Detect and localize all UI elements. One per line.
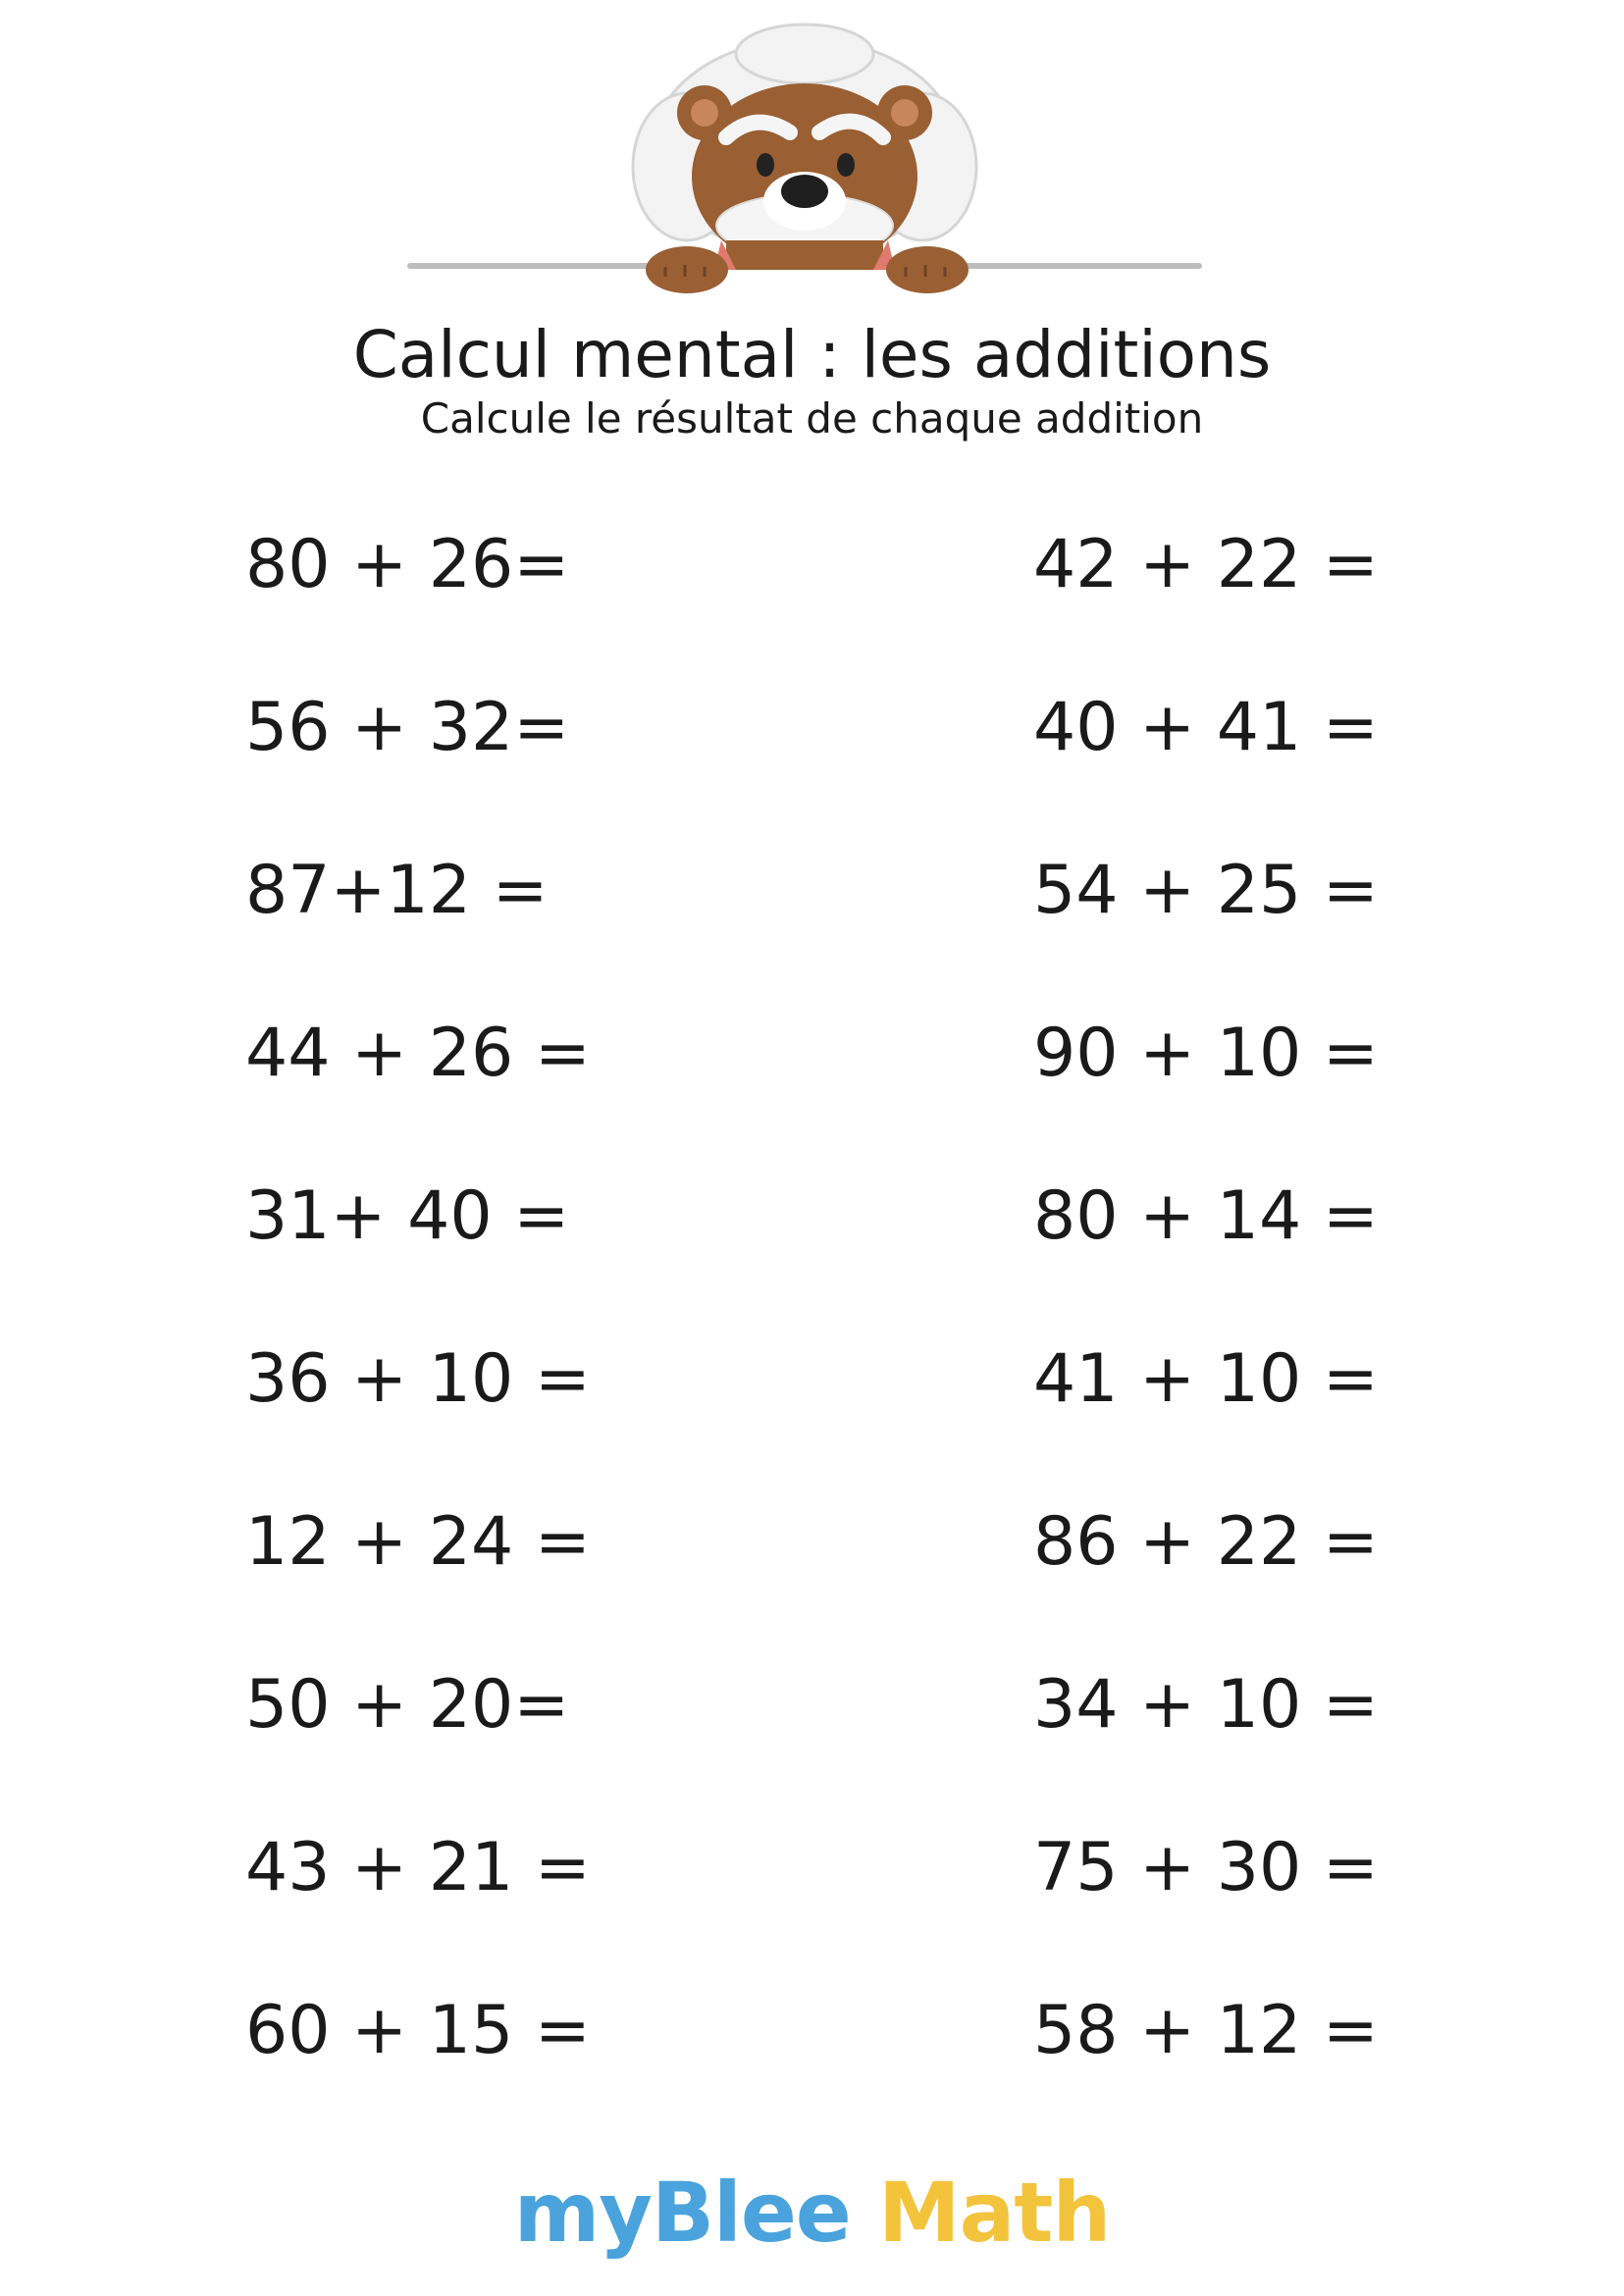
exercise-column-left (245, 518, 591, 2147)
brand-logo-part2: Math (878, 2165, 1111, 2261)
exercise-item: 42 + 22 = (1033, 526, 1379, 603)
page-title: Calcul mental : les additions (352, 317, 1272, 392)
exercise-item: 80 + 14 = (1033, 1177, 1379, 1255)
exercise-item: 40 + 41 = (1033, 689, 1379, 766)
exercise-item: 58 + 12 = (1033, 1992, 1379, 2069)
bear-mascot-icon (393, 20, 1236, 304)
exercise-item: 31+ 40 = (245, 1177, 570, 1255)
brand-logo-part1: myBlee (513, 2165, 851, 2261)
exercise-item: 56 + 32= (245, 689, 570, 766)
exercise-item: 44 + 26 = (245, 1015, 591, 1092)
exercise-item: 36 + 10 = (245, 1340, 591, 1418)
exercise-column-right (1033, 518, 1379, 2147)
exercise-item: 60 + 15 = (245, 1992, 591, 2069)
exercise-item: 43 + 21 = (245, 1829, 591, 1906)
exercise-item: 75 + 30 = (1033, 1829, 1379, 1906)
exercise-item: 80 + 26= (245, 526, 570, 603)
exercise-item: 12 + 24 = (245, 1503, 591, 1581)
page-subtitle: Calcule le résultat de chaque addition (420, 394, 1204, 443)
exercise-item: 34 + 10 = (1033, 1666, 1379, 1744)
exercise-item: 54 + 25 = (1033, 852, 1379, 929)
exercise-item: 90 + 10 = (1033, 1015, 1379, 1092)
exercise-item: 41 + 10 = (1033, 1340, 1379, 1418)
brand-logo (0, 2159, 1624, 2267)
exercise-item: 50 + 20= (245, 1666, 570, 1744)
exercise-item: 86 + 22 = (1033, 1503, 1379, 1581)
exercise-item: 87+12 = (245, 852, 549, 929)
